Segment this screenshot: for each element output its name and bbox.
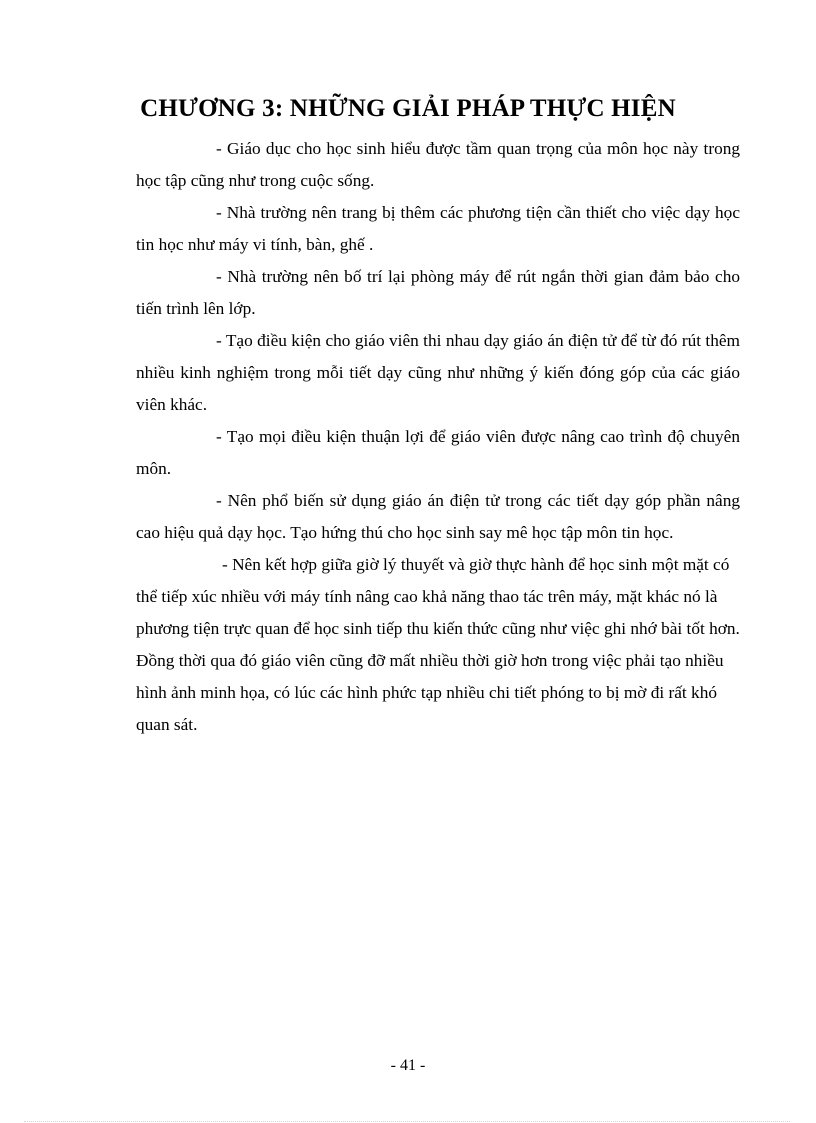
paragraph-7: - Nên kết hợp giữa giờ lý thuyết và giờ thực hành để học sinh một mặt có thể tiếp xúc nhiều với máy tính nâng cao khả năng thao tác trên máy, mặt khác nó là phương tiện trực quan để học sinh tiếp thu kiến thức cũng như việc ghi nhớ bài tốt hơn. Đồng thời qua đó giáo viên cũng đỡ mất nhiều thời giờ hơn trong việc phải tạo nhiều hình ảnh minh họa, có lúc các hình phức tạp nhiều chi tiết phóng to bị mờ đi rất khó quan sát. [136, 555, 740, 734]
chapter-title: CHƯƠNG 3: NHỮNG GIẢI PHÁP THỰC HIỆN [140, 95, 676, 122]
paragraph-5: - Tạo mọi điều kiện thuận lợi để giáo viên được nâng cao trình độ chuyên môn. [136, 427, 740, 478]
paragraph-1: - Giáo dục cho học sinh hiểu được tầm quan trọng của môn học này trong học tập cũng như trong cuộc sống. [136, 139, 740, 190]
paragraph-3: - Nhà trường nên bố trí lại phòng máy để rút ngắn thời gian đảm bảo cho tiến trình lên lớp. [136, 267, 740, 318]
paragraph-2: - Nhà trường nên trang bị thêm các phương tiện cần thiết cho việc dạy học tin học như máy vi tính, bàn, ghế . [136, 203, 740, 254]
page-number: - 41 - [390, 1057, 426, 1074]
footer-divider [24, 1121, 790, 1122]
document-body [136, 133, 740, 741]
paragraph-4: - Tạo điều kiện cho giáo viên thi nhau dạy giáo án điện tử để từ đó rút thêm nhiều kinh nghiệm trong mỗi tiết dạy cũng như những ý kiến đóng góp của các giáo viên khác. [136, 331, 740, 414]
paragraph-6: - Nên phổ biến sử dụng giáo án điện tử trong các tiết dạy góp phần nâng cao hiệu quả dạy học. Tạo hứng thú cho học sinh say mê học tập môn tin học. [136, 491, 740, 542]
